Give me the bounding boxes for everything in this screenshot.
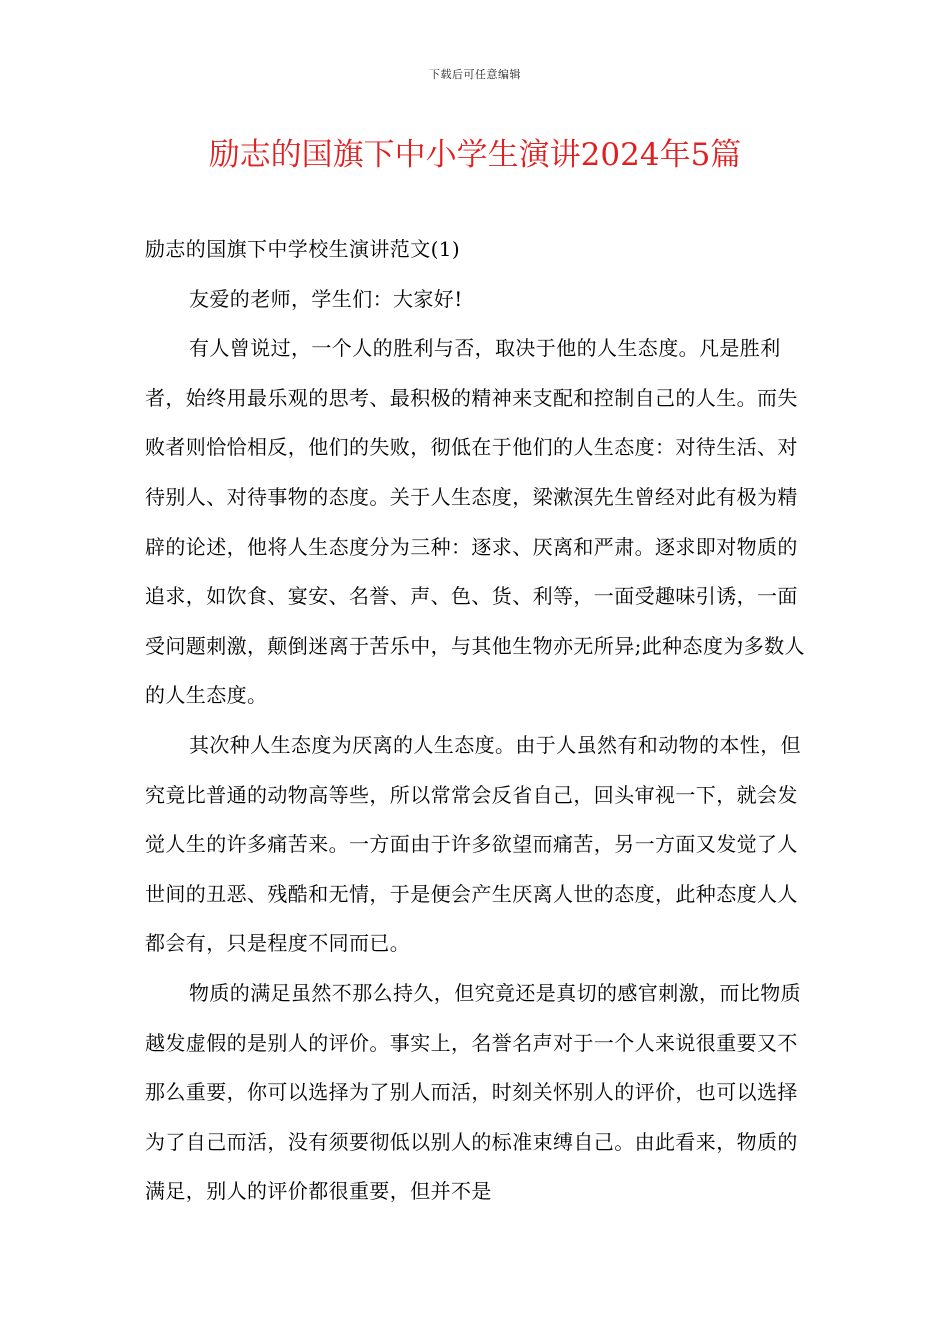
document-title: 励志的国旗下中小学生演讲2024年5篇 bbox=[208, 137, 742, 173]
section-heading: 励志的国旗下中学校生演讲范文(1) bbox=[145, 237, 461, 261]
paragraph-2: 其次种人生态度为厌离的人生态度。由于人虽然有和动物的本性，但究竟比普通的动物高等些，所以常常会反省自己，回头审视一下，就会发觉人生的许多痛苦来。一方面由于许多欲望而痛苦，另一方面又发觉了人世间的丑恶、残酷和无情，于是便会产生厌离人世的态度，此种态度人人都会有，只是程度不同而已。 bbox=[145, 732, 801, 956]
header-note: 下载后可任意编辑 bbox=[429, 68, 521, 81]
paragraph-greeting: 友爱的老师，学生们：大家好! bbox=[189, 286, 463, 311]
paragraph-1: 有人曾说过，一个人的胜利与否，取决于他的人生态度。凡是胜利者，始终用最乐观的思考、最积极的精神来支配和控制自己的人生。而失败者则恰恰相反，他们的失败，彻低在于他们的人生态度：对待生活、对待别人、对待事物的态度。关于人生态度，梁漱溟先生曾经对此有极为精辟的论述，他将人生态度分为三种：逐求、厌离和严肃。逐求即对物质的追求，如饮食、宴安、名誉、声、色、货、利等，一面受趣味引诱，一面受问题刺激，颠倒迷离于苦乐中，与其他生物亦无所异;此种态度为多数人的人生态度。 bbox=[145, 336, 805, 708]
paragraph-3: 物质的满足虽然不那么持久，但究竟还是真切的感官刺激，而比物质越发虚假的是别人的评价。事实上，名誉名声对于一个人来说很重要又不那么重要，你可以选择为了别人而活，时刻关怀别人的评价，也可以选择为了自己而活，没有须要彻低以别人的标准束缚自己。由此看来，物质的满足，别人的评价都很重要，但并不是 bbox=[145, 980, 801, 1204]
document-body bbox=[145, 225, 810, 1217]
